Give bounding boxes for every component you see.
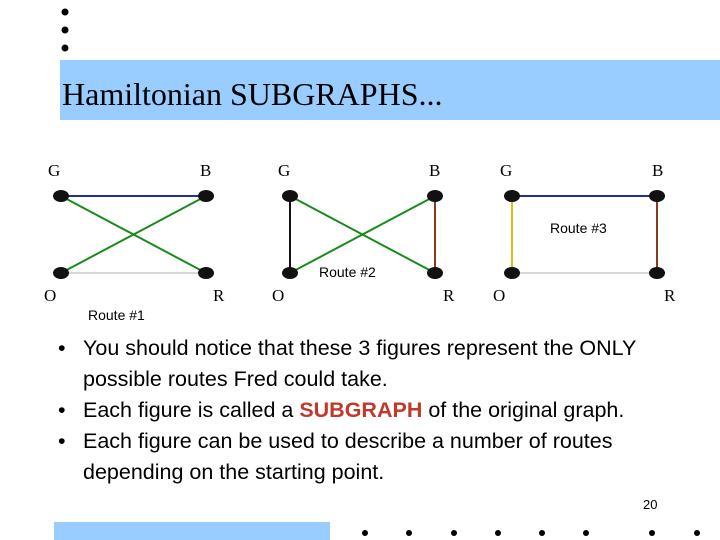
node-g — [504, 190, 520, 202]
node-g — [53, 190, 69, 202]
node-b — [198, 190, 214, 202]
node-label-o: O — [44, 286, 57, 305]
bullet-icon: • — [58, 336, 66, 360]
node-b — [649, 190, 665, 202]
bullet-item — [56, 333, 656, 395]
node-g — [282, 190, 298, 202]
bullet-item — [56, 426, 656, 488]
bullet-text-before: Each figure is called a — [83, 398, 300, 422]
node-label-o: O — [493, 286, 506, 305]
node-label-r: R — [213, 286, 225, 305]
bullet-text-after: of the original graph. — [422, 398, 625, 422]
node-o — [53, 267, 69, 279]
node-r — [649, 267, 665, 279]
route-label: Route #1 — [88, 307, 145, 323]
bullet-text: You should notice that these 3 figures represent the ONLY possible routes Fred could take. — [83, 336, 636, 391]
route-label: Route #3 — [550, 220, 607, 236]
node-label-g: G — [278, 161, 291, 180]
node-o — [282, 267, 298, 279]
node-label-b: B — [429, 161, 441, 180]
node-label-g: G — [500, 161, 513, 180]
node-b — [427, 190, 443, 202]
node-label-g: G — [48, 161, 61, 180]
bullet-text: Each figure can be used to describe a number of routes depending on the starting point. — [83, 429, 613, 484]
node-o — [504, 267, 520, 279]
bullet-list — [56, 333, 656, 488]
page-number: 20 — [643, 497, 658, 512]
bullet-item — [56, 395, 656, 426]
node-label-r: R — [664, 286, 676, 305]
bullet-icon: • — [58, 429, 66, 453]
node-label-b: B — [200, 161, 212, 180]
node-label-o: O — [272, 286, 285, 305]
subgraph-highlight: SUBGRAPH — [299, 398, 423, 422]
node-label-b: B — [652, 161, 664, 180]
node-r — [198, 267, 214, 279]
node-label-r: R — [443, 286, 455, 305]
bottom-bar — [54, 522, 330, 540]
slide-title: Hamiltonian SUBGRAPHS... — [62, 76, 443, 112]
node-r — [427, 267, 443, 279]
subgraph-route-1 — [53, 190, 214, 279]
route-label: Route #2 — [319, 264, 376, 280]
bullet-icon: • — [58, 398, 66, 422]
